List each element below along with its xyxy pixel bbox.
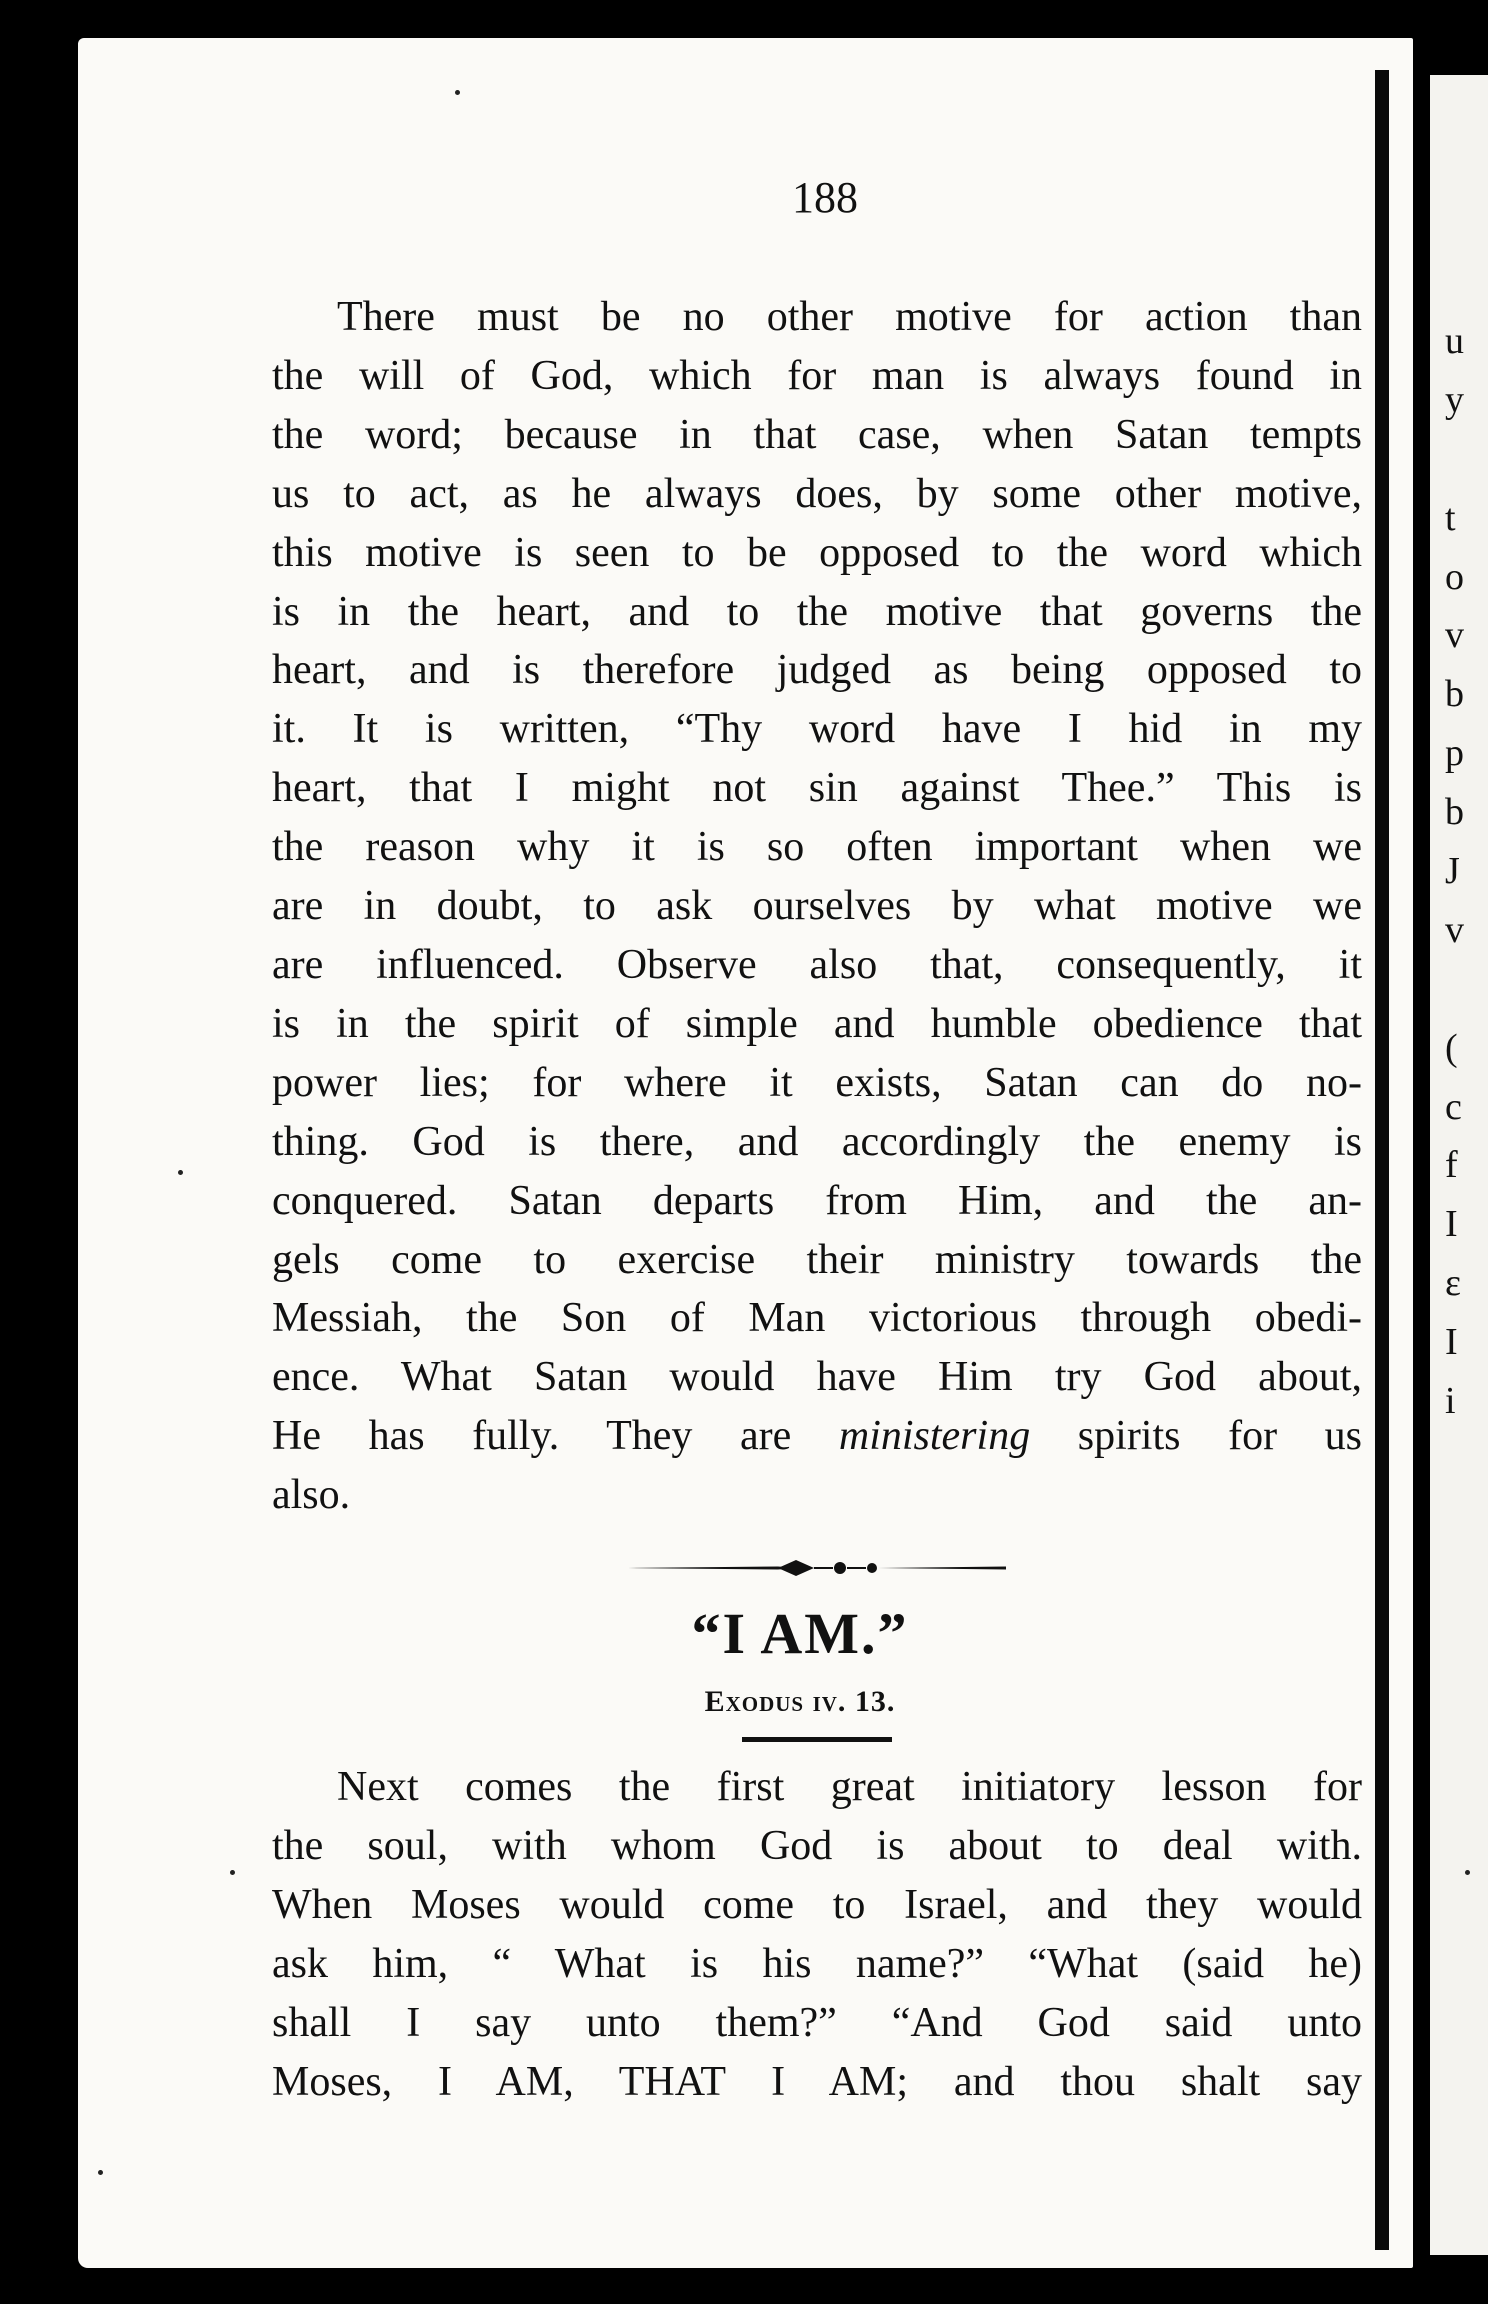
text-line: power lies; for where it exists, Satan can do no- [272,1059,1362,1106]
text-line: the word; because in that case, when Satan tempts [272,411,1362,458]
facing-page-fragment: o [1445,555,1464,598]
text-line: this motive is seen to be opposed to the word which [272,529,1362,576]
text-line: the reason why it is so often important when we [272,824,1362,871]
text-line-italic [272,1407,1362,1466]
facing-page-fragment: v [1445,614,1464,657]
text-line: heart, that I might not sin against Thee.” This is [272,765,1362,812]
text-line: Messiah, the Son of Man victorious through obedi- [272,1295,1362,1342]
page-number: 188 [792,173,858,222]
facing-page-fragment: ε [1445,1262,1461,1305]
text-line: also. [272,1472,351,1519]
facing-page-fragment: u [1445,320,1464,362]
text-line: thing. God is there, and accordingly the enemy is [272,1118,1362,1165]
text-line: us to act, as he always does, by some other motive, [272,470,1362,517]
text-line: conquered. Satan departs from Him, and the an- [272,1177,1362,1224]
facing-page-fragment: f [1445,1144,1458,1187]
text-line: ask him, “ What is his name?” “What (said he) [272,1940,1362,1987]
text-line: shall I say unto them?” “And God said unto [272,1999,1362,2046]
facing-page-fragment [1445,960,1485,1019]
text-line: is in the spirit of simple and humble obedience that [272,1000,1362,1047]
text-line: heart, and is therefore judged as being opposed to [272,647,1362,694]
text-line: it. It is written, “Thy word have I hid in my [272,706,1362,753]
italic-word: ministering [838,1413,1031,1460]
text-line: ence. What Satan would have Him try God about, [272,1354,1362,1401]
text-fragment: He has fully. They are [272,1413,839,1460]
scripture-reference: Exodus iv. 13. [704,1685,896,1718]
text-fragment: spirits for us [1030,1413,1362,1460]
text-line: Next comes the first great initiatory lesson for [337,1764,1362,1810]
facing-page-fragment: p [1445,732,1464,775]
section-title: “I AM.” [691,1601,909,1666]
facing-page-fragment: I [1445,1203,1458,1246]
facing-page-fragment: b [1445,673,1464,716]
text-line: the will of God, which for man is always found in [272,352,1362,399]
print-speck [98,2170,103,2175]
facing-page-fragment: i [1445,1380,1456,1423]
section-divider-ornament [628,1556,1006,1580]
paragraph-motive [272,288,1362,1525]
facing-page-fragment: t [1445,496,1456,539]
facing-page-fragment: ( [1445,1026,1458,1069]
facing-page-fragment: y [1445,378,1464,421]
page-gutter [1375,70,1389,2250]
facing-page-fragment: c [1445,1085,1462,1128]
paragraph-i-am [272,1758,1362,2111]
title-rule [742,1737,892,1742]
facing-page-fragment: v [1445,908,1464,951]
text-line: the soul, with whom God is about to deal with. [272,1822,1362,1869]
facing-page-fragment: b [1445,791,1464,834]
text-line: Moses, I AM, THAT I AM; and thou shalt say [272,2058,1362,2105]
text-line: are in doubt, to ask ourselves by what motive we [272,883,1362,930]
text-line: There must be no other motive for action than [337,294,1362,340]
facing-page-fragment: I [1445,1321,1458,1364]
text-line: are influenced. Observe also that, consequently, it [272,941,1362,988]
text-line: is in the heart, and to the motive that governs the [272,588,1362,635]
facing-page-fragment [1445,430,1485,489]
print-speck [230,1870,235,1875]
text-line: When Moses would come to Israel, and they would [272,1881,1362,1928]
facing-page-fragments [1445,312,1485,1431]
print-speck [1465,1870,1470,1875]
text-line: gels come to exercise their ministry towards the [272,1236,1362,1283]
print-speck [455,90,460,95]
print-speck [178,1170,183,1175]
facing-page-fragment: J [1445,850,1460,893]
